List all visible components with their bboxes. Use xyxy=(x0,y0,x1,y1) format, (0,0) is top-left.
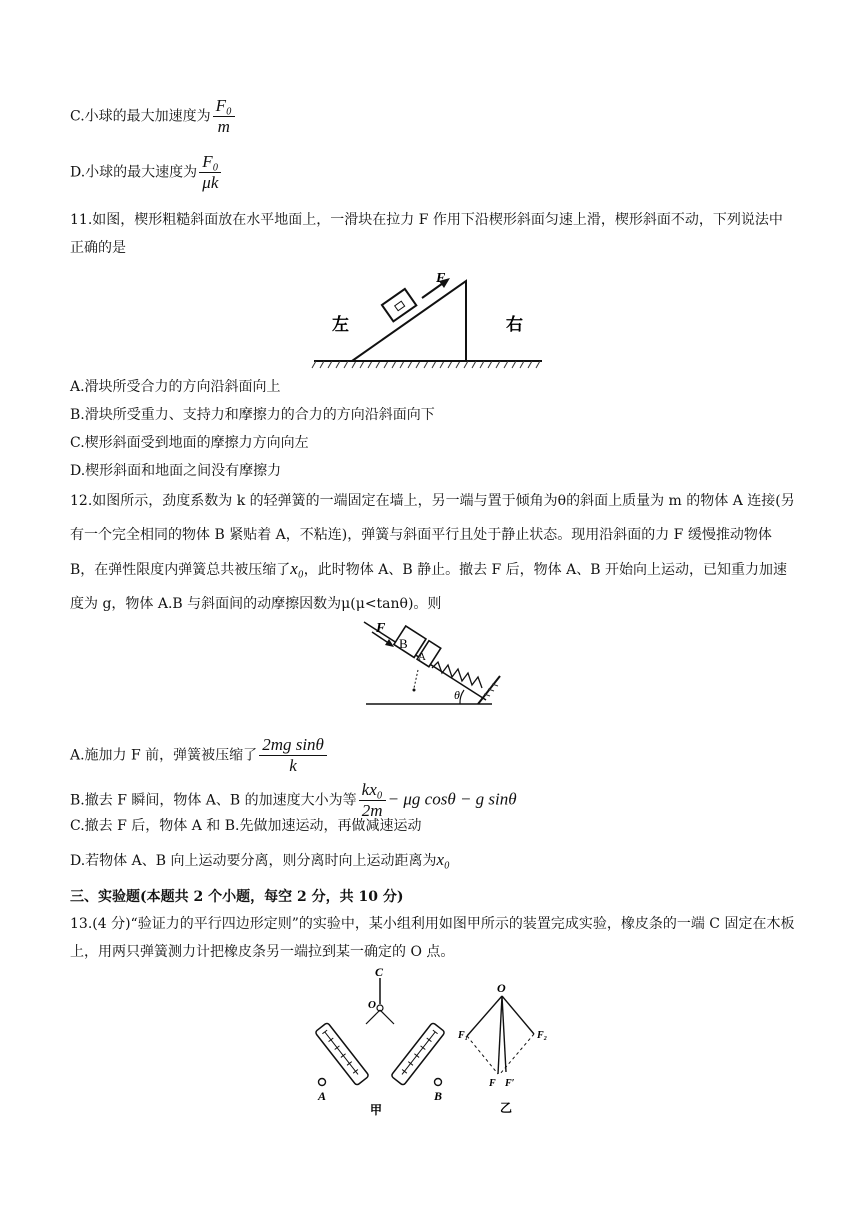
q12-option-a-text: A.施加力 F 前，弹簧被压缩了 xyxy=(70,747,258,764)
q12-option-d-x0: x₀ xyxy=(436,850,450,869)
point-a-label: A xyxy=(318,1089,327,1103)
block-a-label: A xyxy=(418,651,426,663)
vector-f xyxy=(498,996,502,1074)
ring-b xyxy=(435,1079,442,1086)
q12-stem-x0: x₀ xyxy=(290,559,304,578)
q12-option-d xyxy=(70,850,450,871)
force-label: F xyxy=(436,271,446,286)
q11-option-c: C.楔形斜面受到地面的摩擦力方向向左 xyxy=(70,435,309,451)
slider-block xyxy=(382,289,416,321)
fraction-numerator: 2mg sinθ xyxy=(259,735,327,756)
q11-option-b: B.滑块所受重力、支持力和摩擦力的合力的方向沿斜面向下 xyxy=(70,407,435,423)
push-force-label: F xyxy=(376,621,386,636)
point-o2-label: O xyxy=(497,981,506,995)
q13-figure xyxy=(312,966,562,1118)
q12-option-a xyxy=(70,735,329,776)
string-right xyxy=(380,1010,394,1024)
fraction-numerator: F₀ xyxy=(199,152,221,173)
fraction-denominator: μk xyxy=(202,173,219,192)
q12-option-b-text: B.撤去 F 瞬间，物体 A、B 的加速度大小为等 xyxy=(70,792,357,809)
f2-label: F₂ xyxy=(537,1030,548,1041)
spring xyxy=(432,662,482,688)
q10-option-c-fraction xyxy=(213,96,235,137)
vector-f-prime xyxy=(502,996,506,1072)
vector-f2 xyxy=(502,996,534,1034)
q12-stem-part2: ，此时物体 A、B 静止。撤去 F 后，物体 A、B 开始向上运动，已知重力加速度为 g，物体 A.B 与斜面间的动摩擦因数为μ(μ<tanθ)。则 xyxy=(70,562,787,612)
q11-stem: 11.如图，楔形粗糙斜面放在水平地面上，一滑块在拉力 F 作用下沿楔形斜面匀速上滑，楔形斜面不动，下列说法中正确的是 xyxy=(70,212,783,256)
guide-point xyxy=(413,689,416,692)
q10-option-c xyxy=(70,96,237,137)
f-label: F xyxy=(489,1078,496,1089)
q10-option-d-fraction xyxy=(199,152,221,193)
block-b-label: B xyxy=(399,636,408,651)
q12-option-c: C.撤去 F 后，物体 A 和 B.先做加速运动，再做减速运动 xyxy=(70,818,422,834)
fraction-numerator: kx₀ xyxy=(359,780,386,801)
point-c-label: C xyxy=(375,966,384,979)
fraction-denominator: 2m xyxy=(361,801,383,820)
ground-hatching xyxy=(312,361,540,368)
normal-guide xyxy=(414,670,418,688)
f1-label: F₁ xyxy=(458,1030,469,1041)
angle-label: θ xyxy=(454,688,460,702)
q11-option-a: A.滑块所受合力的方向沿斜面向上 xyxy=(70,379,281,395)
ring-a xyxy=(319,1079,326,1086)
q10-option-d-text: D.小球的最大速度为 xyxy=(70,164,198,181)
right-label: 右 xyxy=(506,315,523,334)
string-left xyxy=(366,1010,380,1024)
q12-stem xyxy=(70,484,795,621)
section-3-heading: 三、实验题(本题共 2 个小题，每空 2 分，共 10 分) xyxy=(70,889,404,905)
left-label: 左 xyxy=(332,315,349,334)
q10-option-d xyxy=(70,152,223,193)
q12-incline-figure xyxy=(342,618,510,710)
q12-option-b-fraction xyxy=(359,780,386,821)
figure-jia-label: 甲 xyxy=(370,1103,383,1117)
q12-option-a-fraction xyxy=(259,735,327,776)
f-prime-label: F′ xyxy=(505,1078,515,1089)
point-b-label: B xyxy=(434,1089,443,1103)
q12-option-b-tail: − μg cosθ − g sinθ xyxy=(387,789,517,809)
wedge-incline xyxy=(352,281,466,361)
spring-scale-right xyxy=(391,1022,445,1085)
q12-option-d-text: D.若物体 A、B 向上运动要分离，则分离时向上运动距离为 xyxy=(70,853,437,869)
spring-scale-left xyxy=(315,1022,369,1085)
fraction-denominator: k xyxy=(289,756,297,775)
wall xyxy=(478,676,500,704)
q13-stem: 13.(4 分)“验证力的平行四边形定则”的实验中，某小组利用如图甲所示的装置完成实验，橡皮条的一端 C 固定在木板上，用两只弹簧测力计把橡皮条另一端拉到某一确定的 O 点。 xyxy=(70,916,795,960)
vector-f1 xyxy=(467,996,502,1036)
wall-hatching xyxy=(484,684,498,696)
q10-option-c-text: C.小球的最大加速度为 xyxy=(70,108,211,125)
q12-stem-part1: 12.如图所示，劲度系数为 k 的轻弹簧的一端固定在墙上，另一端与置于倾角为θ的斜面上质量为 m 的物体 A 连接(另有一个完全相同的物体 B 紧贴着 A，不粘连)，弹簧与斜面平行且处于静止状态。现用沿斜面的力 F 缓慢推动物体 B，在弹性限度内弹簧总共被压缩了 xyxy=(70,493,795,578)
parallelogram-side-1 xyxy=(467,1036,498,1074)
figure-yi-label: 乙 xyxy=(500,1101,513,1115)
q12-option-b xyxy=(70,780,517,821)
point-o-label: O xyxy=(368,999,376,1011)
fraction-denominator: m xyxy=(217,117,230,136)
q11-option-d: D.楔形斜面和地面之间没有摩擦力 xyxy=(70,463,282,479)
q11-wedge-figure xyxy=(310,268,546,372)
angle-arc xyxy=(460,690,464,704)
fraction-numerator: F₀ xyxy=(213,96,235,117)
